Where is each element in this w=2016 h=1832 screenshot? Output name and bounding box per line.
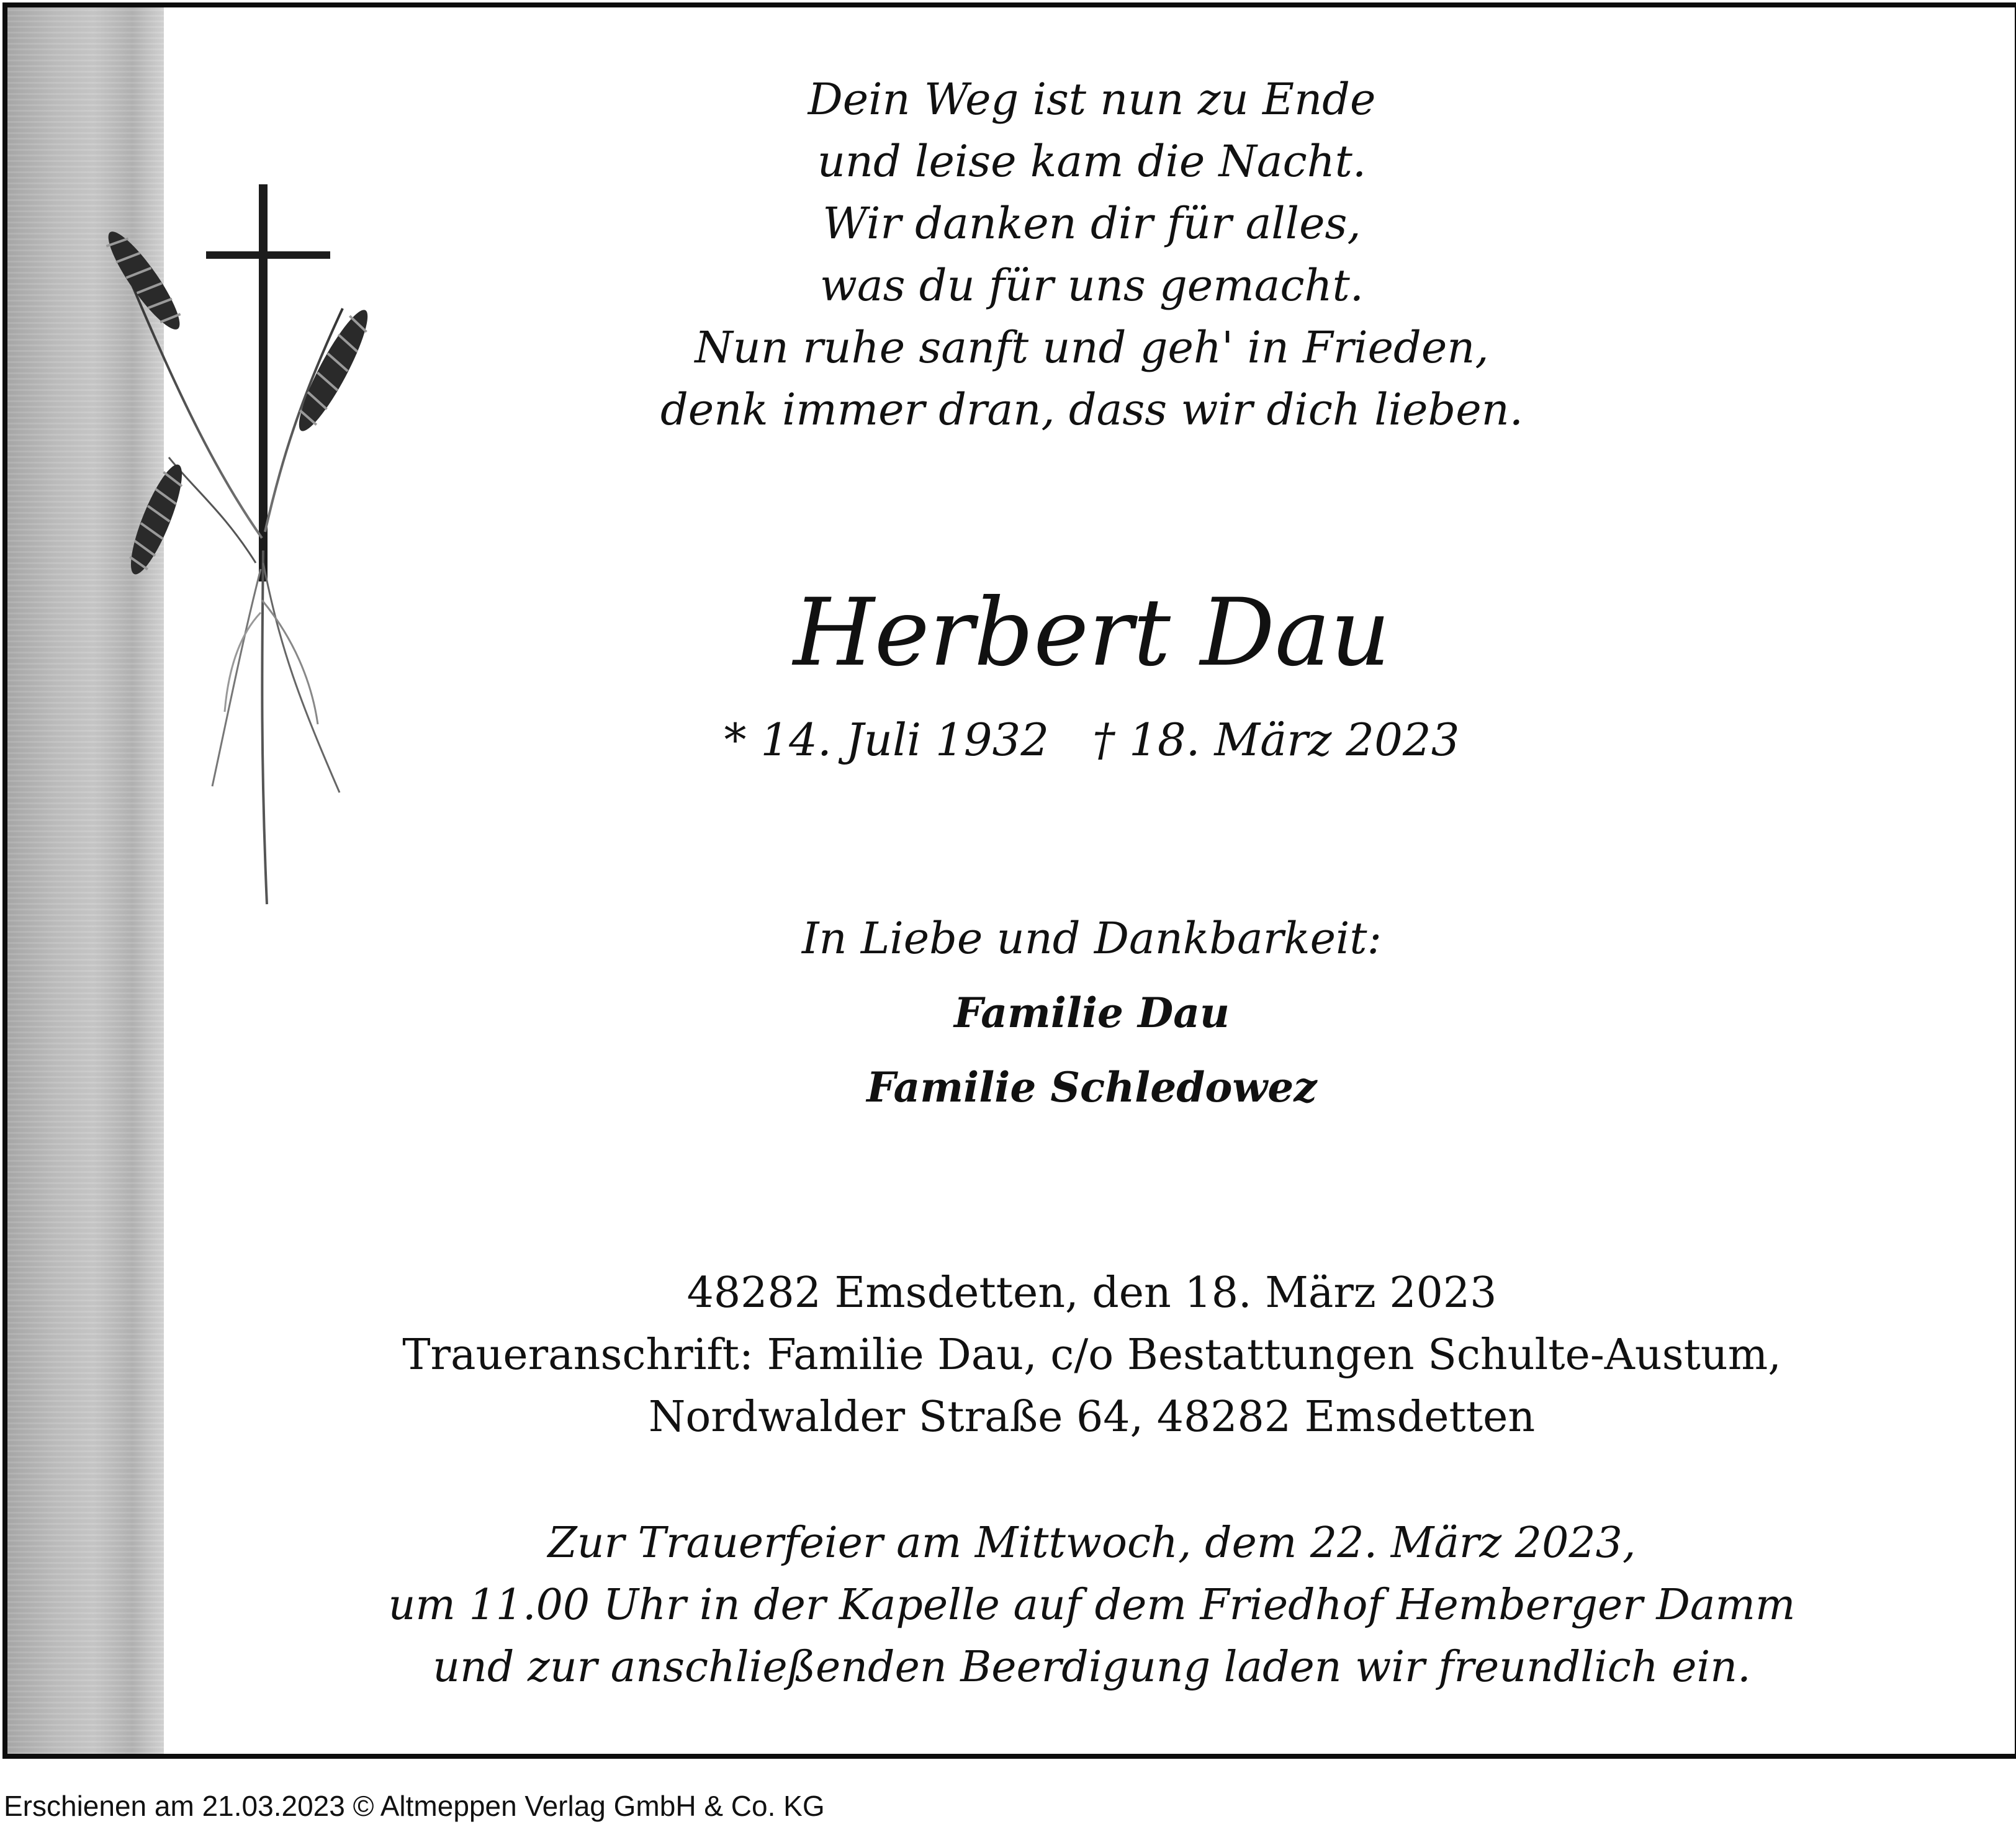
poem-line: denk immer dran, dass wir dich lieben.: [660, 384, 1524, 435]
poem-line: Wir danken dir für alles,: [822, 198, 1361, 249]
obituary-notice: [2, 2, 2016, 1759]
invitation-line: und zur anschließenden Beerdigung laden wir freundlich ein.: [433, 1643, 1751, 1692]
address-line: Nordwalder Straße 64, 48282 Emsdetten: [648, 1393, 1536, 1442]
mourning-address: [169, 1262, 2015, 1448]
death-date: † 18. März 2023: [1092, 714, 1460, 766]
deceased-name: Herbert Dau: [793, 579, 1391, 687]
publication-footer: Erschienen am 21.03.2023 © Altmeppen Verlag GmbH & Co. KG: [4, 1790, 825, 1822]
poem-line: was du für uns gemacht.: [819, 260, 1364, 311]
invitation-line: um 11.00 Uhr in der Kapelle auf dem Friedhof Hemberger Damm: [388, 1581, 1796, 1630]
birth-date: * 14. Juli 1932: [724, 714, 1050, 766]
funeral-invitation: [169, 1512, 2015, 1699]
poem-line: Dein Weg ist nun zu Ende: [808, 74, 1376, 125]
address-line: 48282 Emsdetten, den 18. März 2023: [686, 1268, 1497, 1318]
poem-line: und leise kam die Nacht.: [817, 136, 1367, 187]
address-line: Traueranschrift: Familie Dau, c/o Bestattungen Schulte-Austum,: [402, 1331, 1781, 1380]
mourners-intro: In Liebe und Dankbarkeit:: [801, 913, 1382, 964]
poem-line: Nun ruhe sanft und geh' in Frieden,: [695, 322, 1489, 373]
invitation-line: Zur Trauerfeier am Mittwoch, dem 22. März 2023,: [547, 1519, 1636, 1568]
life-dates: [169, 709, 2015, 771]
family-name: Familie Dau: [953, 989, 1230, 1037]
memorial-poem: [169, 68, 2015, 441]
family-name: Familie Schledowez: [866, 1063, 1317, 1111]
